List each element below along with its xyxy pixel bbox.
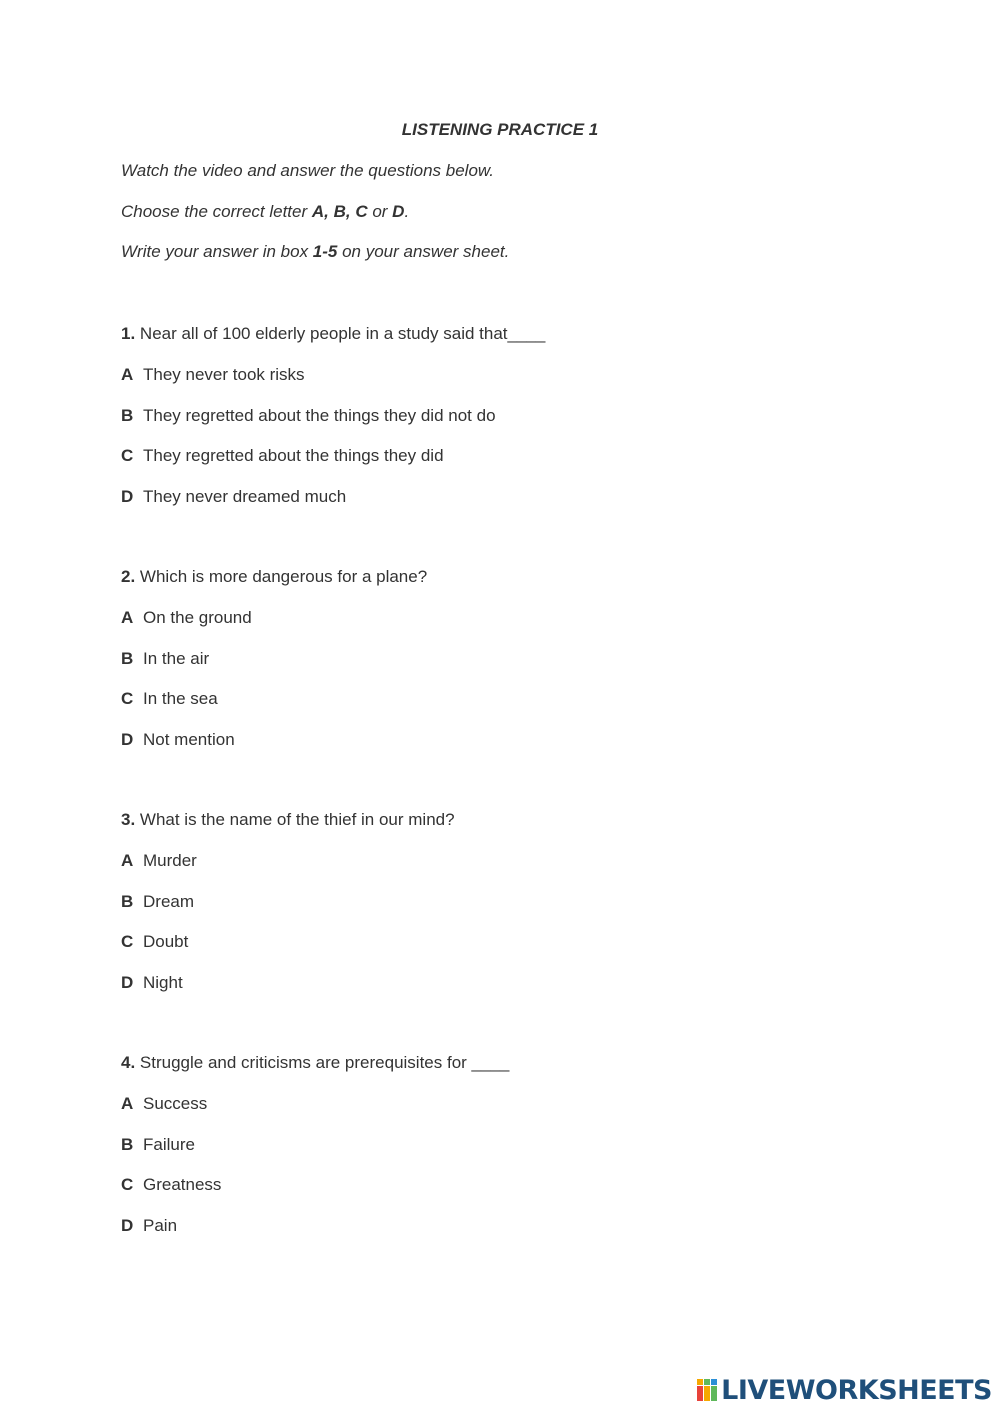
- answer-option[interactable]: [121, 608, 881, 649]
- instruction-choose-end: .: [404, 202, 410, 221]
- option-letter: B: [121, 405, 134, 425]
- question-number: 3.: [121, 810, 136, 829]
- option-letter: A: [121, 1094, 134, 1113]
- option-text: In the air: [143, 648, 210, 668]
- answer-option[interactable]: [121, 851, 881, 892]
- option-text: Night: [143, 972, 183, 992]
- option-letter: D: [121, 486, 134, 506]
- question-stem: [121, 567, 881, 608]
- option-text: Dream: [143, 891, 195, 911]
- answer-option[interactable]: [121, 973, 881, 1014]
- instruction-choose-prefix: Choose the correct letter: [121, 202, 312, 221]
- answer-option[interactable]: [121, 406, 881, 447]
- option-letter: B: [121, 1134, 134, 1154]
- instruction-choose: [121, 202, 409, 222]
- option-text: Not mention: [143, 729, 235, 749]
- option-text: On the ground: [143, 608, 252, 627]
- instruction-write: [121, 242, 509, 262]
- option-letter: B: [121, 891, 134, 911]
- question-1: [121, 324, 881, 527]
- instruction-choose-letters: A, B, C: [311, 202, 368, 221]
- question-stem: [121, 324, 881, 365]
- option-text: Failure: [143, 1134, 195, 1154]
- question-text: Which is more dangerous for a plane?: [135, 567, 428, 586]
- instruction-watch-text: Watch the video and answer the questions below.: [121, 161, 494, 180]
- option-letter: D: [121, 729, 134, 749]
- instruction-choose-or: or: [367, 202, 393, 221]
- option-letter: C: [121, 1175, 134, 1195]
- page-title: LISTENING PRACTICE 1: [401, 120, 599, 139]
- option-text: Pain: [143, 1215, 178, 1235]
- instruction-watch: [121, 161, 494, 181]
- liveworksheets-logo-text: LIVEWORKSHEETS: [721, 1374, 992, 1406]
- option-text: They never took risks: [143, 365, 305, 384]
- option-text: Murder: [143, 851, 197, 870]
- answer-option[interactable]: [121, 365, 881, 406]
- answer-option[interactable]: [121, 1135, 881, 1176]
- answer-option[interactable]: [121, 446, 881, 487]
- option-text: Doubt: [143, 932, 189, 952]
- option-letter: D: [121, 972, 134, 992]
- option-letter: A: [121, 365, 134, 384]
- answer-option[interactable]: [121, 689, 881, 730]
- option-text: Greatness: [143, 1175, 222, 1195]
- liveworksheets-logo[interactable]: [697, 1375, 992, 1405]
- answer-option[interactable]: [121, 892, 881, 933]
- option-letter: C: [121, 689, 134, 709]
- question-text: Near all of 100 elderly people in a study said that____: [135, 324, 546, 343]
- liveworksheets-logo-icon: [697, 1379, 719, 1401]
- answer-option[interactable]: [121, 649, 881, 690]
- option-letter: B: [121, 648, 134, 668]
- instruction-write-prefix: Write your answer in box: [121, 242, 313, 261]
- answer-option[interactable]: [121, 1094, 881, 1135]
- option-text: They regretted about the things they did: [143, 446, 444, 466]
- question-text: What is the name of the thief in our mind?: [135, 810, 455, 829]
- option-letter: A: [121, 608, 134, 627]
- question-number: 1.: [121, 324, 136, 343]
- answer-option[interactable]: [121, 730, 881, 771]
- question-number: 2.: [121, 567, 136, 586]
- question-2: [121, 567, 881, 770]
- option-letter: A: [121, 851, 134, 870]
- option-letter: D: [121, 1215, 134, 1235]
- instruction-choose-last: D: [392, 202, 405, 221]
- option-text: Success: [143, 1094, 208, 1113]
- option-text: They regretted about the things they did not do: [143, 405, 496, 425]
- option-text: In the sea: [143, 689, 218, 709]
- option-letter: C: [121, 446, 134, 466]
- answer-option[interactable]: [121, 487, 881, 528]
- instruction-write-range: 1-5: [312, 242, 338, 261]
- answer-option[interactable]: [121, 1175, 881, 1216]
- answer-option[interactable]: [121, 932, 881, 973]
- question-stem: [121, 810, 881, 851]
- question-3: [121, 810, 881, 1013]
- question-4: [121, 1053, 881, 1256]
- option-letter: C: [121, 932, 134, 952]
- option-text: They never dreamed much: [143, 486, 347, 506]
- answer-option[interactable]: [121, 1216, 881, 1257]
- question-text: Struggle and criticisms are prerequisites for ____: [135, 1053, 510, 1072]
- question-number: 4.: [121, 1053, 136, 1072]
- question-stem: [121, 1053, 881, 1094]
- instruction-write-suffix: on your answer sheet.: [337, 242, 510, 261]
